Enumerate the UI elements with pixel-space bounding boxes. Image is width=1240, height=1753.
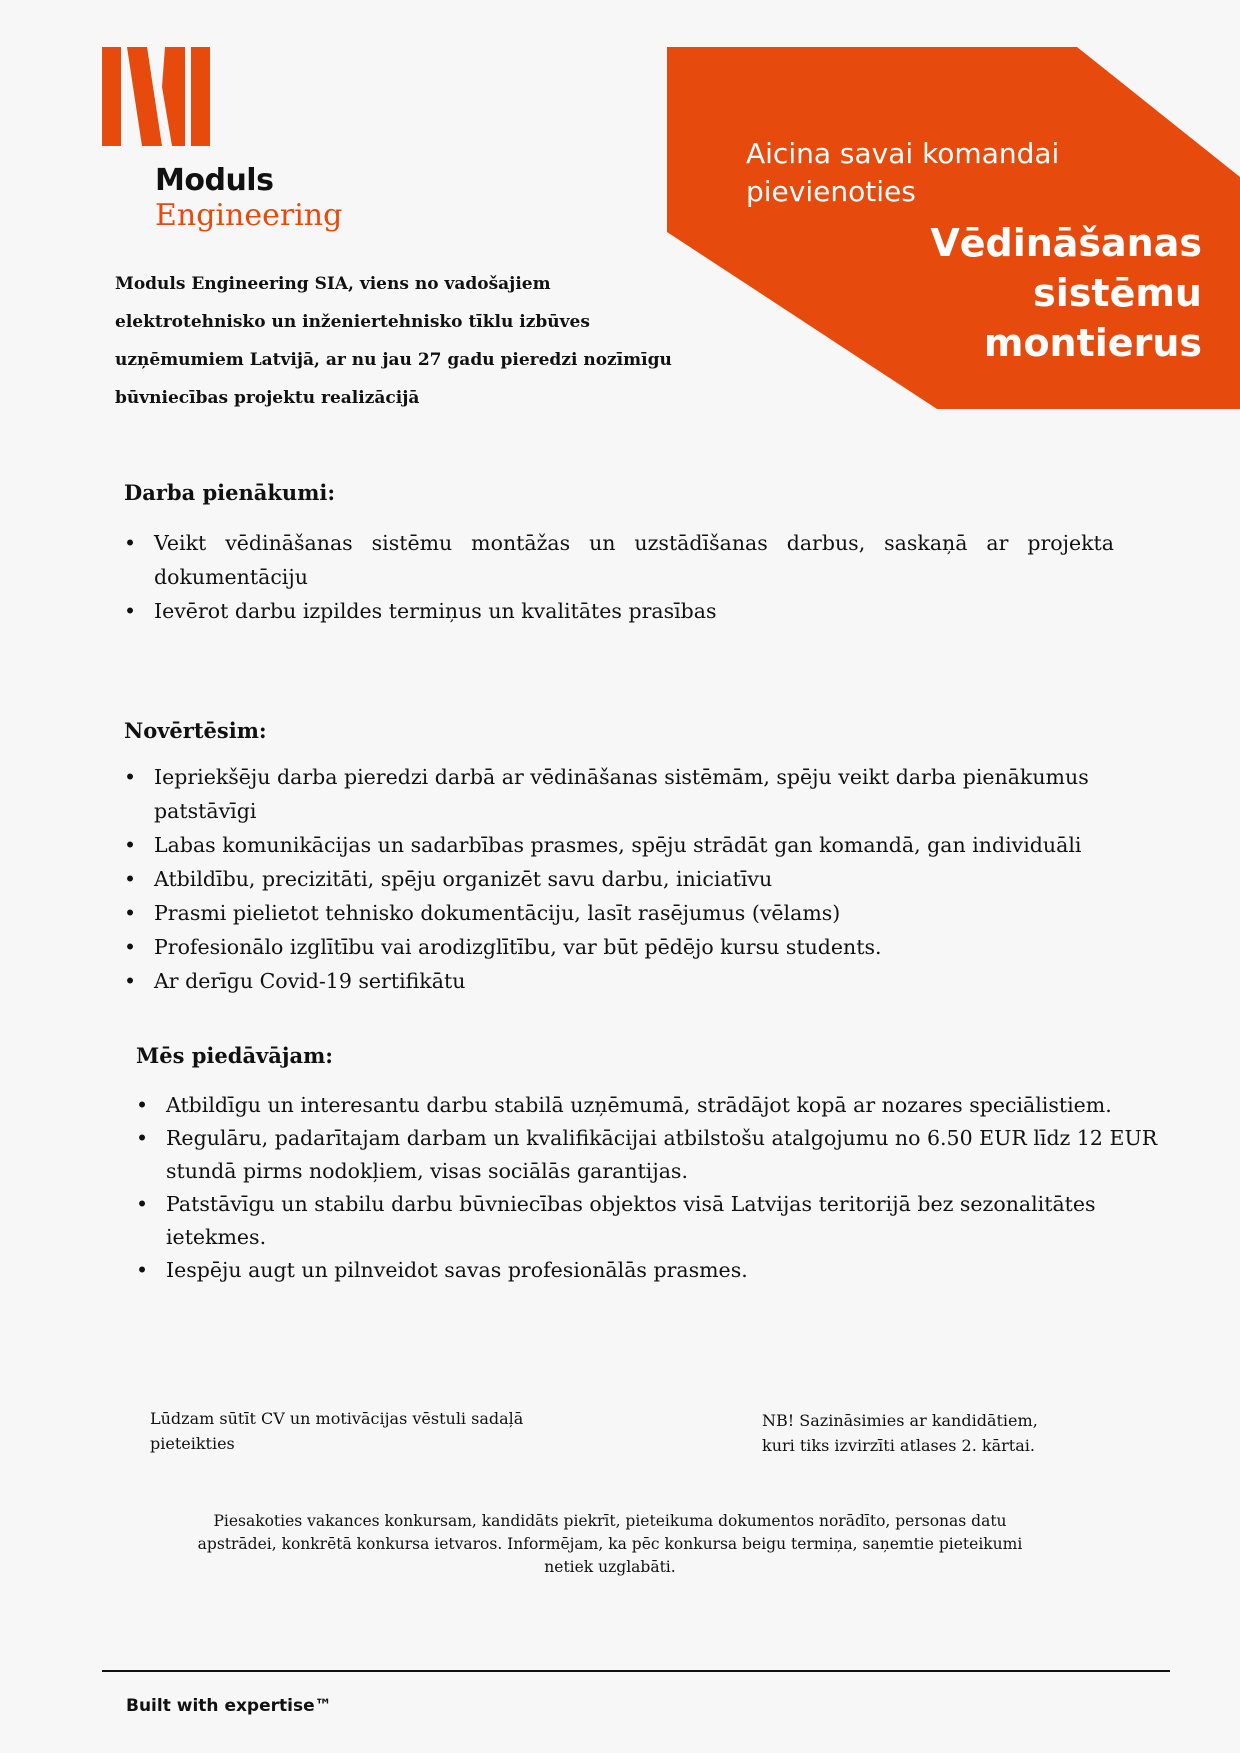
banner-title xyxy=(880,218,1202,368)
consent-text: Piesakoties vakances konkursam, kandidāts piekrīt, pieteikuma dokumentos norādīto, personas datu apstrādei, konkrētā konkursa ietvaros. Informējam, ka pēc konkursa beigu termiņa, saņemtie pieteikumi netiek uzglabāti. xyxy=(197,1512,1023,1576)
offer-list xyxy=(136,1089,1168,1287)
footer-divider xyxy=(102,1670,1170,1672)
duties-list xyxy=(124,526,1114,628)
bullet-icon: • xyxy=(124,935,137,959)
bullet-icon: • xyxy=(136,1093,149,1117)
bullet-icon: • xyxy=(124,867,137,891)
m-logo-icon xyxy=(102,47,210,146)
valued-list xyxy=(124,760,1134,998)
brand-name-moduls: Moduls xyxy=(155,163,274,198)
bullet-icon: • xyxy=(124,531,137,555)
bullet-icon: • xyxy=(124,765,137,789)
list-item: • Regulāru, padarītajam darbam un kvalifikācijai atbilstošu atalgojumu no 6.50 EUR līdz 12 EUR stundā pirms nodokļiem, visas sociālās garantijas. xyxy=(136,1122,1168,1188)
bullet-icon: • xyxy=(136,1192,149,1216)
banner-title-line: Vēdināšanas xyxy=(930,221,1202,265)
list-item: • Veikt vēdināšanas sistēmu montāžas un uzstādīšanas darbus, saskaņā ar projekta dokumentāciju xyxy=(124,526,1114,594)
list-item: • Iepriekšēju darba pieredzi darbā ar vēdināšanas sistēmām, spēju veikt darba pienākumus patstāvīgi xyxy=(124,760,1134,828)
list-item: • Profesionālo izglītību vai arodizglītību, var būt pēdējo kursu students. xyxy=(124,930,1134,964)
list-item: • Iespēju augt un pilnveidot savas profesionālās prasmes. xyxy=(136,1254,1168,1287)
company-intro: Moduls Engineering SIA, viens no vadošajiem elektrotehnisko un inženiertehnisko tīklu izbūves uzņēmumiem Latvijā, ar nu jau 27 gadu pieredzi nozīmīgu būvniecības projektu realizācijā xyxy=(115,274,672,408)
brand-name-engineering: Engineering xyxy=(155,198,343,233)
apply-note: Lūdzam sūtīt CV un motivācijas vēstuli sadaļā pieteikties xyxy=(150,1409,524,1453)
footer-tagline: Built with expertise™ xyxy=(126,1696,332,1716)
list-item: • Labas komunikācijas un sadarbības prasmes, spēju strādāt gan komandā, gan individuāli xyxy=(124,828,1134,862)
duties-title: Darba pienākumi: xyxy=(124,480,336,505)
banner-title-line: sistēmu xyxy=(1033,271,1202,315)
bullet-icon: • xyxy=(124,599,137,623)
bullet-icon: • xyxy=(124,969,137,993)
offer-title: Mēs piedāvājam: xyxy=(136,1043,334,1068)
list-item: • Atbildību, precizitāti, spēju organizēt savu darbu, iniciatīvu xyxy=(124,862,1134,896)
bullet-icon: • xyxy=(124,833,137,857)
banner-title-line: montierus xyxy=(983,321,1202,365)
list-item: • Prasmi pielietot tehnisko dokumentāciju, lasīt rasējumus (vēlams) xyxy=(124,896,1134,930)
bullet-icon: • xyxy=(136,1258,149,1282)
bullet-icon: • xyxy=(124,901,137,925)
bullet-icon: • xyxy=(136,1126,149,1150)
list-item: • Patstāvīgu un stabilu darbu būvniecības objektos visā Latvijas teritorijā bez sezonalitātes ietekmes. xyxy=(136,1188,1168,1254)
banner-subtitle: Aicina savai komandai pievienoties xyxy=(746,137,1060,208)
valued-title: Novērtēsim: xyxy=(124,718,267,743)
list-item: • Ar derīgu Covid-19 sertifikātu xyxy=(124,964,1134,998)
list-item: • Ievērot darbu izpildes termiņus un kvalitātes prasības xyxy=(124,594,1114,628)
nb-note: NB! Sazināsimies ar kandidātiem, kuri tiks izvirzīti atlases 2. kārtai. xyxy=(762,1411,1038,1455)
list-item: • Atbildīgu un interesantu darbu stabilā uzņēmumā, strādājot kopā ar nozares speciālistiem. xyxy=(136,1089,1168,1122)
